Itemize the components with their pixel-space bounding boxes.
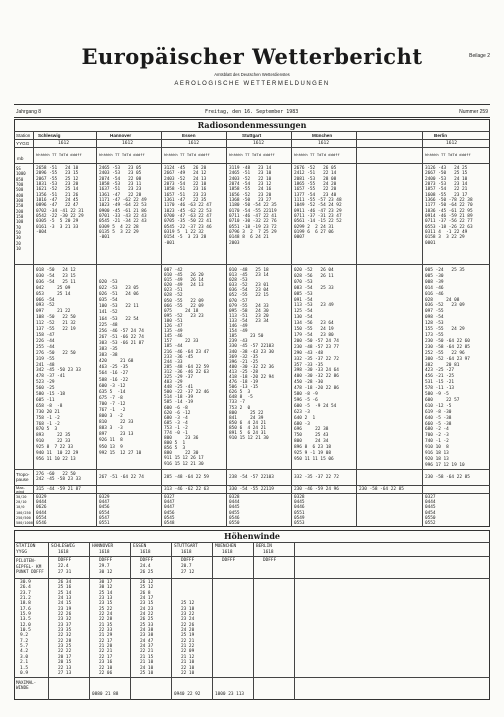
- section-subtitle: AEROLOGISCHE WETTERMELDUNGEN: [174, 81, 330, 87]
- maxwind-value: 1000 23 113: [215, 692, 245, 697]
- gipfel-value: 20.7 27 12: [181, 564, 195, 575]
- station-data-levels: 020 -52 26 04 028 -56 26 11 070 -53 083 -54 25 33 085 -53 091 -54 113 -53 23 49 125 -54 130 -54 134 -56 23 64 150 -55 24 19 179 -54 23 80 200 -50 -57 24 74 230 -48 -57 23 77 290 -43 -48 332 -35 -37 22 72 357 -33 -35 398 -30 -33 24 64 400 -30 -32 22 86 450 -28 -30 478 -18 -20 22 86 580 -8 -9 596 -5 -6 600 -5 -9 24 54 623 -3 640 2 1 680 -3 696 22 38 750 25 43 800 24 34 896 8 6 23 18 925 9 -1 19 08 950 11 11 15 06: [294, 268, 339, 462]
- rule: [14, 264, 490, 265]
- tropopause-value: 276 -60 22 50 242 -45 -58 23 33: [36, 472, 81, 483]
- rule: [14, 131, 490, 132]
- station-data-levels: 018 -50 24 12 030 -54 23 15 036 -54 25 11 042 25 09 053 25 14 066 -54 093 -52 097 21 22 108 -50 22 50 112 -52 21 32 137 -55 22 19 158 -47 226 -44 255 -44 276 -50 22 50 319 -55 241 -48 342 -45 -50 23 33 478 -37 -41 523 -29 560 -25 580 -15 -18 605 -11 658 -8 -8 730 20 21 758 -1 -2 768 -1 -2 870 5 3 893 22 35 910 22 33 925 8 7 22 33 940 11 10 22 29 956 11 10 22 13: [36, 268, 81, 462]
- wind-station: BERLIN: [256, 544, 272, 549]
- wind-column: 30 17 30 12 25 14 23 13 23 15 25 22 22 24 22 28 21 35 22 33 21 29 22 17 21 20 22 21 22 17 23 16 22 10 22 06: [99, 580, 113, 676]
- ddfff-label: DDFFF: [140, 558, 154, 563]
- station-label: STATION: [16, 544, 36, 549]
- wind-station: SCHLESWIG: [51, 544, 75, 549]
- ddfff-label: DDFFF: [58, 558, 72, 563]
- wind-station: MUENCHEN: [215, 544, 237, 549]
- tropopause-value: 267 -51 -64 22 74: [99, 475, 144, 480]
- station-name: München: [312, 133, 333, 138]
- rule: [253, 542, 254, 700]
- maxwind-value: 230 -58 -64 22 85: [359, 487, 404, 492]
- layer-data: 0329 0447 0456 0554 0547 0551: [99, 495, 110, 527]
- gipfel-value: 22.4 27 31: [58, 564, 72, 575]
- wind-yygg: 1618: [58, 550, 69, 555]
- rule: [161, 131, 162, 527]
- maxwind-value: 0880 21 88: [92, 692, 119, 697]
- radiosonde-title: Radiosondenmessungen: [197, 120, 307, 130]
- mb-label: mb: [17, 156, 24, 161]
- station-yygg: 1612: [188, 141, 200, 146]
- layer-data: 0329 0444 0626 0444 0554 0546: [36, 495, 47, 527]
- station-name: Essen: [182, 133, 196, 138]
- column-header: hhhhhh TT TdTd dddff: [99, 152, 145, 157]
- rule: [89, 542, 90, 700]
- rule: [14, 163, 490, 164]
- station-data-top: 2465 -53 23 05 2403 -53 23 05 2074 -54 22 08 1858 -53 23 11 1637 -51 23 23 1361 -47 22 28 1171 -47 -62 22 49 1023 -49 -64 22 53 0900 -45 -61 21 86 0701 -33 -43 22 43 0545 -21 -34 22 43 0309 5 4 22 28 0135 5 3 22 29 -001: [99, 166, 147, 241]
- column-header: hhhhhh TT TdTd dddff: [294, 152, 340, 157]
- rule: [212, 542, 213, 700]
- station-yygg: 1612: [122, 141, 134, 146]
- gipfel-value: 24.4 26 25: [140, 564, 154, 575]
- pressure-levels: SS 1000 850 700 500 400 300 250 200 150 100 70 50 30 20 10: [16, 166, 26, 252]
- wind-yygg: 1618: [99, 550, 110, 555]
- rule: [33, 131, 34, 527]
- wind-yygg: 1618: [263, 550, 274, 555]
- rule: [14, 556, 490, 557]
- rule: [48, 542, 49, 700]
- document-title: Europäischer Wetterbericht: [81, 44, 423, 69]
- station-name: Hannover: [110, 133, 132, 138]
- wind-yygg: 1618: [181, 550, 192, 555]
- jahrgang-label: Jahrgang 8: [16, 109, 42, 115]
- column-header: hhhhhh TT TdTd dddff: [164, 152, 210, 157]
- height-km-column: 30.9 26.4 23.7 21.2 18.8 17.6 15.9 13.5 12.0 10.5 9.2 7.2 5.7 4.2 3.0 2.1 1.5 0.9: [20, 580, 31, 676]
- ddfff-label: DDFFF: [263, 558, 277, 563]
- station-data-top: 3126 -43 24 25 2667 -50 25 15 2400 -53 24 10 2073 -53 23 14 1857 -54 22 21 1608 -55 23 17 1366 -50 -78 22 38 1177 -50 -64 22 70 1036 -45 -61 22 95 0914 -46 -59 21 89 0711 -37 -56 22 77 0553 -18 -26 22 63 0311 4 -1 22 49 0158 3 3 22 29 0001: [425, 166, 473, 246]
- rule: [14, 493, 490, 494]
- station-data-top: 2658 -51 24 10 2096 -55 23 15 2067 -55 25 12 1831 -53 23 20 1621 -52 25 14 1356 -51 21 26 1016 -47 24 45 0896 -47 22 47 0702 -34 -41 22 31 0542 -22 -30 22 29 0305 -5 5 20 29 0161 -3 3 21 33 -004: [36, 166, 84, 236]
- layer-data: 0327 0444 0445 0454 0550 0552: [425, 495, 436, 527]
- column-header: hhhhhh TT TdTd dddff: [229, 152, 275, 157]
- station-data-top: 3119 -48 23 14 2465 -51 23 10 2403 -52 22 10 2074 -54 23 12 1858 -55 24 16 1656 -52 23 20 1368 -50 23 27 1180 -50 -54 22 35 0170 -54 -55 22119 0711 -46 -47 22 41 0710 -30 -32 22 76 0551 -18 -19 23 72 0796 3 2 7 25 29 0148 8 6 24 21 2003: [229, 166, 277, 246]
- maxwind-value: 0940 22 92: [174, 692, 201, 697]
- rule: [96, 131, 97, 527]
- station-data-levels: 005 -24 25 35 005 -30 008 -39 014 -46 016 -46 028 24 08 036 -52 23 09 097 -55 098 -54 128 -53 155 -55 24 29 173 -55 230 -50 -64 22 60 230 -58 -64 22 85 252 -55 22 96 300 -52 -64 23 97 382 20 81 423 -25 -27 456 -21 -25 531 -15 -21 578 -11 -13 580 -9 -5 600 22 57 610 -12 -5 619 -8 -30 640 -5 -38 660 -5 -38 680 -2 -4 700 -2 -3 740 -1 -2 910 10 8 916 18 13 920 18 13 996 17 12 19 10: [425, 268, 470, 468]
- rule: [422, 131, 423, 527]
- wind-column: 26 34 25 16 25 14 24 13 24 15 23 19 22 26 23 32 23 37 23 35 22 32 22 28 23 25 22 22 20 17 20 15 22 13 27 13: [58, 580, 72, 676]
- rule: [356, 131, 357, 527]
- station-yygg: 1612: [318, 141, 330, 146]
- station-data-levels: 010 -48 25 18 013 -45 23 14 028 -53 033 -52 23 01 036 -54 23 04 052 -55 22 15 070 -57 079 -55 24 33 095 -58 24 30 113 -51 23 20 133 -54 23 34 146 -49 154 -49 185 23 50 239 -43 330 -45 -57 22103 340 -38 -43 23 30 369 -32 -35 396 -21 -25 400 -30 -32 22 36 413 -25 -28 418 -18 -20 22 94 476 -18 -19 506 -13 -15 626 5 3 648 8 -5 733 -7 753 2 0 800 25 22 841 24 39 850 6 4 24 21 850 6 4 24 21 891 5 6 24 31 910 15 12 21 30: [229, 268, 274, 442]
- tropopause-label: Tropo- pause: [16, 472, 30, 482]
- station-data-levels: 007 -42 010 -45 26 20 015 -49 26 14 020 -49 24 13 023 -51 028 -52 050 -55 22 09 066 -55 22 09 075 24 18 095 -52 23 23 100 -51 126 -47 135 -49 145 -46 157 22 33 185 -44 216 -46 -64 23 47 233 -36 -45 244 -33 285 -48 -64 22 59 312 -36 -46 22 63 325 -29 -37 403 -29 448 -25 -41 500 -22 -37 22 46 514 -18 -39 585 -14 -19 600 -6 -8 620 -6 -12 680 -3 -4 685 -3 -4 753 -1 -2 774 -0 -1 800 23 36 800 5 1 856 5 3 880 22 30 911 15 12 26 17 916 15 12 21 30: [164, 268, 209, 467]
- rule: [14, 139, 490, 140]
- rule: [14, 469, 490, 470]
- rule: [294, 542, 295, 700]
- rule: [291, 131, 292, 527]
- column-header: hhhhhh TT TdTd dddff: [425, 152, 471, 157]
- wind-column: 25 12 23 18 23 22 23 24 22 26 24 20 25 19 22 21 21 22 22 09 21 12 21 10 22 10 22 10: [181, 601, 195, 676]
- layer-levels: 30/20 20/10 10/0 100/250 250/500 500/1000: [16, 495, 33, 526]
- column-header: hhhhhh TT TdTd dddff: [36, 152, 82, 157]
- maxwind-value: 330 -54 -55 22119: [229, 487, 274, 492]
- maxwind-value: 230 -46 -59 24 96: [294, 487, 339, 492]
- maxwind-value: 315 -44 -59 21 87: [36, 487, 81, 492]
- yygg-label: YYGG: [16, 550, 28, 555]
- rule: [130, 542, 131, 700]
- wind-station: HANNOVER: [92, 544, 114, 549]
- tropopause-value: 285 -48 -64 22 59: [164, 475, 209, 480]
- maxwind-value: 313 -46 -62 22 63: [164, 487, 209, 492]
- station-name: Schleswig: [38, 133, 61, 138]
- issue-date: Freitag, den 16. September 1983: [205, 109, 299, 115]
- ddfff-label: DDFFF: [99, 558, 113, 563]
- tropopause-value: 332 -35 -37 22 72: [294, 475, 339, 480]
- rule: [171, 542, 172, 700]
- station-name: Berlin: [434, 133, 448, 138]
- station-data-top: 2676 -52 26 05 2412 -51 22 14 2081 -53 28 08 1865 -55 24 20 1657 -55 22 20 1377 -54 23 40 1111 -55 -57 23 48 1049 -52 -54 24 92 0911 -46 -47 23 29 0711 -37 -31 23 47 0561 -14 -15 22 52 0299 2 2 24 31 0199 6 6 27 06 0007: [294, 166, 342, 241]
- layer-data: 0328 0444 0445 0455 0546 0550: [229, 495, 240, 527]
- wind-station: ESSEN: [133, 544, 147, 549]
- upper-wind-title: Höhenwinde: [223, 531, 281, 541]
- gipfel-value: 29.7 30 12: [99, 564, 113, 575]
- tropopause-value: 230 -58 -64 22 85: [425, 475, 470, 480]
- wind-station: STUTTGART: [174, 544, 198, 549]
- header-rule-bottom: [14, 117, 490, 118]
- layer-data: 0327 0447 0447 0456 0545 0548: [164, 495, 175, 527]
- issue-number: Nummer 259: [459, 109, 488, 115]
- rule: [14, 485, 490, 486]
- rule: [14, 147, 490, 148]
- wind-yygg: 1618: [140, 550, 151, 555]
- station-data-levels: 020 -53 022 -53 23 05 026 -51 24 06 035 -54 100 -53 22 11 141 -52 164 -53 22 54 225 -48 256 -46 -57 24 74 267 -51 -66 22 74 303 -53 -66 21 87 383 -35 383 -38 420 21 68 463 -25 -35 564 -16 -27 588 -16 -22 600 -3 -12 635 5 -14 675 -7 -8 700 -7 -12 767 -1 -2 800 3 -2 810 22 33 883 3 -3 897 23 13 926 11 8 950 13 9 992 15 12 27 10: [99, 280, 144, 456]
- beilage-label: Beilage 2: [469, 53, 490, 59]
- gipfel-label: PILOTEN- GIPFEL- KM PUNKT DDFFF: [16, 558, 44, 574]
- wind-column: 26 12 25 12 26 8 24 17 23 15 24 23 24 22 26 25 25 33 24 38 23 38 24 47 24 37 22 21 21 15 21 10 24 10 25 10: [140, 580, 154, 676]
- station-yygg: 1612: [253, 141, 265, 146]
- publisher-line: Amtsblatt des Deutschen Wetterdienstes: [214, 72, 290, 77]
- station-yygg: 1612: [58, 141, 70, 146]
- ddfff-label: DDFFF: [222, 558, 236, 563]
- layer-data: 0328 0445 0446 0551 0549 0553: [294, 495, 305, 527]
- header-rule-top: [14, 104, 490, 105]
- yygg-label: YYGG: [16, 141, 30, 146]
- maxwind-label: MAXIMAL- WINDE: [16, 680, 37, 690]
- rule: [14, 578, 490, 579]
- station-name: Stuttgart: [242, 133, 262, 138]
- rule: [14, 542, 490, 543]
- tropopause-value: 238 -54 -57 22103: [229, 475, 274, 480]
- station-label: Station: [16, 133, 31, 138]
- station-data-top: 3124 -45 26 20 2667 -49 24 12 2403 -52 24 13 2073 -54 22 10 1858 -51 23 16 1657 -51 23 23 1361 -47 22 35 1170 -46 -63 22 47 1023 -45 -62 22 53 0700 -47 -63 22 47 0705 -35 -50 22 41 0545 -22 -37 23 46 0319 5 1 22 32 0154 -5 3 23 28 -001: [164, 166, 212, 246]
- wind-yygg: 1618: [222, 550, 233, 555]
- maxwind-label: Max- wind: [16, 485, 25, 494]
- ddfff-label: DDFFF: [181, 558, 195, 563]
- station-yygg: 1612: [446, 141, 458, 146]
- rule: [14, 677, 490, 678]
- rule: [226, 131, 227, 527]
